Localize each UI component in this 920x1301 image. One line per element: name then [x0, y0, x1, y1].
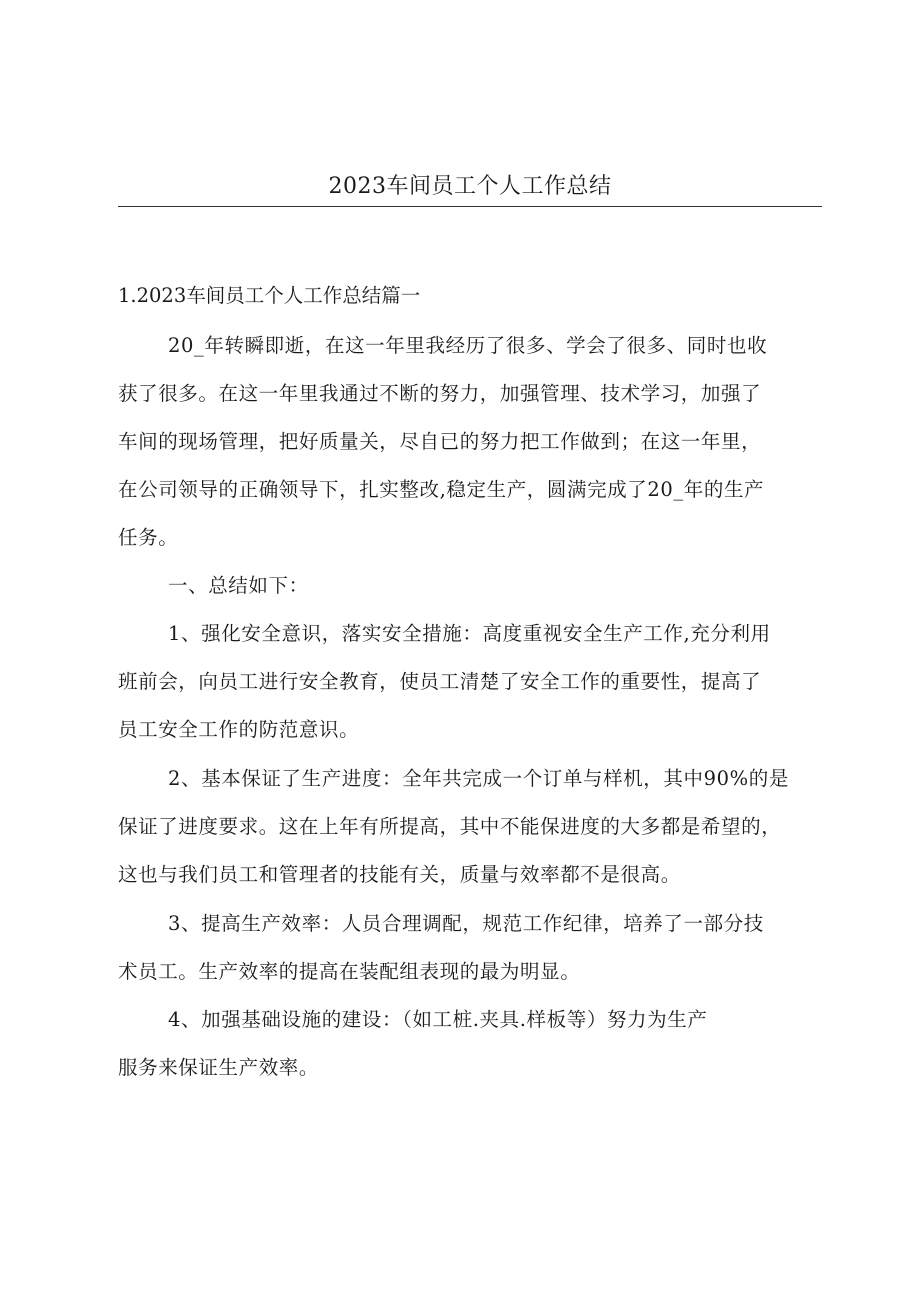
paragraph-line: 术员工。生产效率的提高在装配组表现的最为明显。 — [118, 960, 581, 983]
paragraph-line: 4、加强基础设施的建设：（如工桩.夹具.样板等）努力为生产 — [168, 1008, 708, 1031]
paragraph-line: 2、基本保证了生产进度：全年共完成一个订单与样机，其中90%的是 — [168, 767, 789, 790]
paragraph-line: 获了很多。在这一年里我通过不断的努力，加强管理、技术学习，加强了 — [118, 382, 762, 405]
paragraph-line: 班前会，向员工进行安全教育，使员工清楚了安全工作的重要性，提高了 — [118, 670, 762, 693]
paragraph-item-2 — [118, 755, 822, 899]
paragraph-line: 3、提高生产效率：人员合理调配，规范工作纪律，培养了一部分技 — [168, 912, 764, 935]
paragraph-summary-heading — [118, 562, 822, 610]
paragraph-line: 员工安全工作的防范意识。 — [118, 718, 360, 741]
paragraph-item-3 — [118, 900, 822, 996]
paragraph-line: 这也与我们员工和管理者的技能有关，质量与效率都不是很高。 — [118, 863, 681, 886]
paragraph-line: 车间的现场管理，把好质量关，尽自已的努力把工作做到；在这一年里， — [118, 430, 762, 453]
paragraph-line: 1、强化安全意识，落实安全措施：高度重视安全生产工作,充分利用 — [168, 622, 771, 645]
paragraph-line: 服务来保证生产效率。 — [118, 1056, 320, 1079]
paragraph-line: 20_年转瞬即逝，在这一年里我经历了很多、学会了很多、同时也收 — [168, 334, 768, 357]
paragraph-item-4 — [118, 996, 822, 1092]
paragraph-item-1 — [118, 610, 822, 754]
document-title: 2023车间员工个人工作总结 — [328, 174, 612, 199]
paragraph-intro — [118, 322, 822, 562]
paragraph-line: 在公司领导的正确领导下，扎实整改,稳定生产，圆满完成了20_年的生产 — [118, 478, 765, 501]
section-heading: 1.2023车间员工个人工作总结篇一 — [118, 284, 421, 307]
paragraph-line: 保证了进度要求。这在上年有所提高，其中不能保进度的大多都是希望的， — [118, 815, 782, 838]
title-divider — [118, 206, 822, 207]
paragraph-line: 任务。 — [118, 526, 179, 549]
paragraph-line: 一、总结如下： — [168, 574, 309, 597]
